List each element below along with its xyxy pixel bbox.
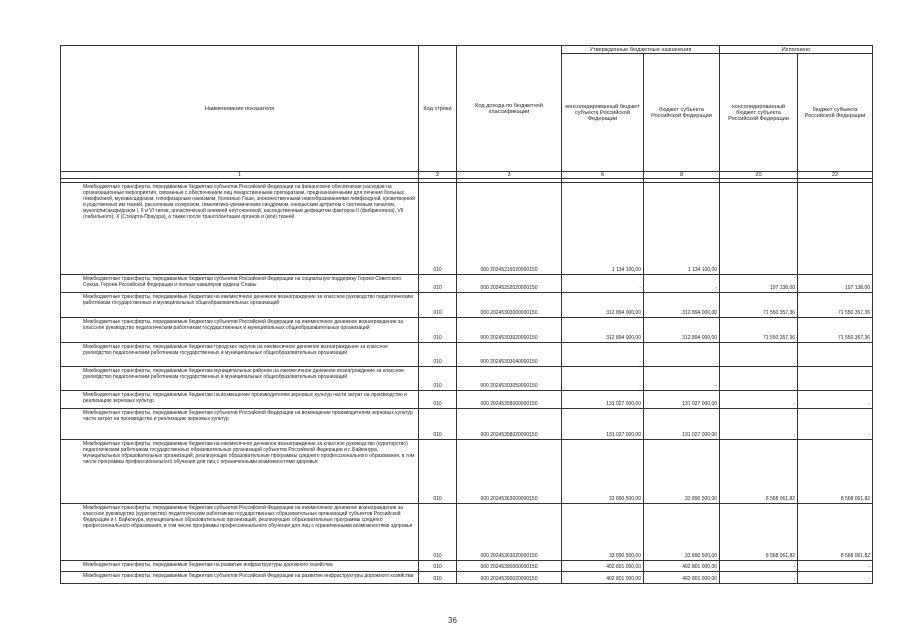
- group-header-executed: Исполнено: [720, 46, 873, 54]
- row-executed-subject-cell: [798, 183, 873, 275]
- row-executed-consolidated-cell: 197 138,00: [720, 275, 798, 293]
- row-income-code-cell: 000 20245303040000150: [457, 343, 562, 367]
- row-executed-consolidated-cell: -: [720, 409, 798, 440]
- row-name-cell: Межбюджетные трансферты, передаваемые бюджетам субъектов Российской Федерации на ежемесячное денежное вознаграждение за классное руководство (кураторство) педагогическим работникам государственных образовательных организаций субъектов Российской Федерации и г. Байконура, муниципальных образовательных организаций, реализующих образовательные программы среднего профессионального образования, в том числе программы профессионального обучения для лиц с ограниченными возможностями здоровья: [61, 504, 419, 561]
- row-name-cell: Межбюджетные трансферты, передаваемые бюджетам на ежемесячное денежное вознаграждение за классное руководство (кураторство) педагогическим работникам государственных образовательных организаций субъектов Российской Федерации и г. Байконура, муниципальных образовательных организаций, реализующих образовательные программы среднего профессионального образования, в том числе программы профессионального обучения для лиц с ограниченными возможностями здоровья: [61, 440, 419, 504]
- row-name-cell: Межбюджетные трансферты, передаваемые бюджетам городских округов на ежемесячное денежное вознаграждение за классное руководство педагогическим работникам государственных и муниципальных общеобразовательных организаций: [61, 343, 419, 367]
- table-row: [61, 440, 873, 504]
- row-name-cell: Межбюджетные трансферты, передаваемые бюджетам субъектов Российской Федерации на развитие инфраструктуры дорожного хозяйства: [61, 572, 419, 584]
- row-line-code-cell: 010: [419, 293, 457, 318]
- row-executed-consolidated-cell: -: [720, 561, 798, 572]
- row-name-cell: Межбюджетные трансферты, передаваемые бюджетам субъектов Российской Федерации на возмещение производителям зерновых культур части затрат на производство и реализацию зерновых культур: [61, 409, 419, 440]
- row-approved-consolidated-cell: 312 894 000,00: [562, 318, 644, 343]
- row-approved-consolidated-cell: 131 027 000,00: [562, 391, 644, 409]
- row-executed-consolidated-cell: 8 568 061,82: [720, 504, 798, 561]
- row-name-cell: Межбюджетные трансферты, передаваемые бюджетам субъектов Российской Федерации на социальную поддержку Героев Советского Союза, Героев Российской Федерации и полных кавалеров ордена Славы: [61, 275, 419, 293]
- table-row: [61, 572, 873, 584]
- row-line-code-cell: 010: [419, 318, 457, 343]
- column-number-row: [61, 172, 873, 179]
- row-executed-subject-cell: -: [798, 391, 873, 409]
- col-header-approved-consolidated: консолидированный бюджет субъекта Российской Федерации: [562, 54, 644, 172]
- row-approved-subject-cell: 131 027 000,00: [644, 409, 720, 440]
- column-number: 22: [798, 172, 873, 179]
- col-header-line-code: Код строки: [419, 46, 457, 172]
- row-income-code-cell: 000 20245303020000150: [457, 318, 562, 343]
- row-approved-subject-cell: [644, 343, 720, 367]
- col-header-approved-subject: бюджет субъекта Российской Федерации: [644, 54, 720, 172]
- row-name-cell: Межбюджетные трансферты, передаваемые бюджетам на развитие инфраструктуры дорожного хозяйства: [61, 561, 419, 572]
- row-executed-subject-cell: 71 550 357,36: [798, 318, 873, 343]
- row-name-cell: Межбюджетные трансферты, передаваемые бюджетам муниципальных районов на ежемесячное денежное вознаграждение за классное руководство педагогическим работникам государственных и муниципальных общеобразовательных организаций: [61, 367, 419, 391]
- row-income-code-cell: 000 20245216020000150: [457, 183, 562, 275]
- row-approved-consolidated-cell: 1 134 100,00: [562, 183, 644, 275]
- row-line-code-cell: 010: [419, 391, 457, 409]
- row-approved-consolidated-cell: 312 894 000,00: [562, 293, 644, 318]
- budget-sheet: [60, 45, 872, 584]
- table-row: [61, 275, 873, 293]
- row-line-code-cell: 010: [419, 572, 457, 584]
- column-number: 20: [720, 172, 798, 179]
- row-executed-consolidated-cell: 71 550 357,36: [720, 318, 798, 343]
- table-body: [61, 172, 873, 584]
- table-row: [61, 293, 873, 318]
- col-header-name: Наименование показателя: [61, 46, 419, 172]
- row-executed-subject-cell: -: [798, 561, 873, 572]
- row-approved-subject-cell: 312 894 000,00: [644, 293, 720, 318]
- row-executed-consolidated-cell: 71 550 357,36: [720, 293, 798, 318]
- row-line-code-cell: 010: [419, 367, 457, 391]
- row-approved-subject-cell: 131 027 000,00: [644, 391, 720, 409]
- row-income-code-cell: 000 20245390000000150: [457, 561, 562, 572]
- row-approved-consolidated-cell: -: [562, 343, 644, 367]
- row-name-cell: Межбюджетные трансферты, передаваемые бюджетам субъектов Российской Федерации на финансовое обеспечение расходов на организационные мероприятия, связанные с обеспечением лиц лекарственными препаратами, предназначенными для лечения больных гемофилией, муковисцидозом, гипофизарным нанизмом, болезнью Гоше, злокачественными новообразованиями лимфоидной, кроветворной и родственных им тканей, рассеянным склерозом, гемолитико-уремическим синдромом, юношеским артритом с системным началом, мукополисахаридозом I, II и VI типов, апластической анемией неуточненной, наследственным дефицитом факторов II (фибриногена), VII (лабильного), X (Стюарта-Прауэра), а также после трансплантации органов и (или) тканей: [61, 183, 419, 275]
- row-income-code-cell: 000 20245363020000150: [457, 504, 562, 561]
- row-executed-consolidated-cell: [720, 183, 798, 275]
- row-income-code-cell: 000 20245252020000150: [457, 275, 562, 293]
- row-income-code-cell: 000 20245358020000150: [457, 409, 562, 440]
- row-executed-subject-cell: [798, 343, 873, 367]
- column-number: 6: [562, 172, 644, 179]
- column-number: 3: [457, 172, 562, 179]
- row-approved-subject-cell: 312 894 000,00: [644, 318, 720, 343]
- row-approved-subject-cell: 402 801 000,00: [644, 572, 720, 584]
- table-row: [61, 318, 873, 343]
- column-number: 8: [644, 172, 720, 179]
- row-approved-subject-cell: 1 134 100,00: [644, 183, 720, 275]
- table-row: [61, 343, 873, 367]
- row-approved-consolidated-cell: 131 027 000,00: [562, 409, 644, 440]
- row-approved-consolidated-cell: 33 890 500,00: [562, 504, 644, 561]
- group-header-approved: Утвержденные бюджетные назначения: [562, 46, 720, 54]
- row-income-code-cell: 000 20245303000000150: [457, 293, 562, 318]
- row-executed-subject-cell: 8 568 061,82: [798, 504, 873, 561]
- row-executed-subject-cell: 197 138,00: [798, 275, 873, 293]
- row-approved-subject-cell: 402 801 000,00: [644, 561, 720, 572]
- row-executed-consolidated-cell: -: [720, 391, 798, 409]
- row-executed-subject-cell: 71 550 357,36: [798, 293, 873, 318]
- row-income-code-cell: 000 20245390020000150: [457, 572, 562, 584]
- row-line-code-cell: 010: [419, 504, 457, 561]
- col-header-executed-consolidated: консолидированный бюджет субъекта Российской Федерации: [720, 54, 798, 172]
- row-name-cell: Межбюджетные трансферты, передаваемые бюджетам на возмещение производителям зерновых культур части затрат на производство и реализацию зерновых культур: [61, 391, 419, 409]
- row-executed-subject-cell: -: [798, 409, 873, 440]
- row-income-code-cell: 000 20245363000000150: [457, 440, 562, 504]
- row-approved-consolidated-cell: -: [562, 275, 644, 293]
- col-header-income-code: Код дохода по бюджетной классификации: [457, 46, 562, 172]
- budget-table: [60, 45, 873, 584]
- row-line-code-cell: 010: [419, 561, 457, 572]
- row-executed-consolidated-cell: [720, 367, 798, 391]
- row-income-code-cell: 000 20245303050000150: [457, 367, 562, 391]
- row-income-code-cell: 000 20245358000000150: [457, 391, 562, 409]
- row-approved-consolidated-cell: 402 801 000,00: [562, 572, 644, 584]
- row-approved-subject-cell: -: [644, 275, 720, 293]
- table-row: [61, 391, 873, 409]
- row-executed-consolidated-cell: -: [720, 572, 798, 584]
- row-line-code-cell: 010: [419, 343, 457, 367]
- column-number: 2: [419, 172, 457, 179]
- column-number: 1: [61, 172, 419, 179]
- row-name-cell: Межбюджетные трансферты, передаваемые бюджетам субъектов Российской Федерации на ежемесячное денежное вознаграждение за классное руководство педагогическим работникам государственных и муниципальных общеобразовательных организаций: [61, 318, 419, 343]
- row-approved-subject-cell: -: [644, 367, 720, 391]
- row-line-code-cell: 010: [419, 275, 457, 293]
- row-approved-subject-cell: 33 890 500,00: [644, 504, 720, 561]
- row-executed-consolidated-cell: 8 568 061,82: [720, 440, 798, 504]
- row-executed-subject-cell: -: [798, 572, 873, 584]
- row-approved-consolidated-cell: -: [562, 367, 644, 391]
- table-row: [61, 409, 873, 440]
- table-row: [61, 367, 873, 391]
- row-executed-subject-cell: 8 568 061,82: [798, 440, 873, 504]
- row-approved-subject-cell: 33 890 500,00: [644, 440, 720, 504]
- col-header-executed-subject: бюджет субъекта Российской Федерации: [798, 54, 873, 172]
- row-approved-consolidated-cell: 33 890 500,00: [562, 440, 644, 504]
- page-number: 36: [448, 616, 457, 625]
- row-line-code-cell: 010: [419, 440, 457, 504]
- row-executed-subject-cell: [798, 367, 873, 391]
- table-row: [61, 504, 873, 561]
- row-name-cell: Межбюджетные трансферты, передаваемые бюджетам на ежемесячное денежное вознаграждение за классное руководство педагогическим работникам государственных и муниципальных общеобразовательных организаций: [61, 293, 419, 318]
- row-line-code-cell: 010: [419, 409, 457, 440]
- table-row: [61, 183, 873, 275]
- table-row: [61, 561, 873, 572]
- row-line-code-cell: 010: [419, 183, 457, 275]
- row-approved-consolidated-cell: 402 801 000,00: [562, 561, 644, 572]
- row-executed-consolidated-cell: [720, 343, 798, 367]
